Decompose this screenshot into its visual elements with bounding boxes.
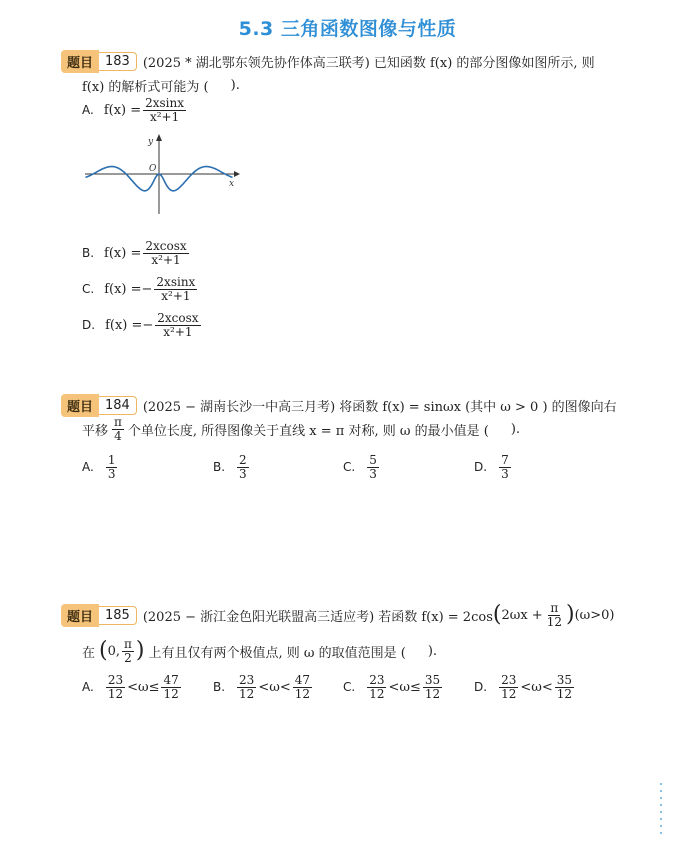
option-fraction — [154, 276, 197, 302]
fraction-denominator: 12 — [163, 686, 179, 701]
fraction-numerator: 5 — [369, 453, 377, 467]
problem-source: (2025 * 湖北鄂东领先协作体高三联考) — [142, 56, 370, 71]
fraction-denominator: 4 — [114, 428, 122, 443]
option-relation: <ω< — [520, 679, 553, 695]
problem-stem: 平移 — [82, 423, 109, 439]
fraction-denominator: x²+1 — [163, 324, 193, 339]
fraction-numerator: 2xcosx — [145, 239, 187, 253]
problem-source: (2025 − 湖南长沙一中高三月考) — [142, 400, 336, 415]
problem-184-option-a[interactable] — [82, 454, 119, 480]
fraction-numerator: 23 — [501, 673, 517, 687]
problem-183-option-a[interactable] — [82, 97, 188, 123]
fraction-denominator: x²+1 — [149, 109, 180, 124]
problem-185-header — [61, 602, 615, 628]
option-relation: <ω≤ — [388, 679, 421, 695]
answer-blank-end: ). — [427, 643, 438, 659]
stem-text: 上有且仅有两个极值点, 则 ω 的取值范围是 ( — [148, 645, 406, 661]
stem-text: 若函数 f(x) = 2cos — [378, 609, 493, 625]
fraction-denominator: 3 — [369, 466, 377, 481]
problem-184-stem-line2 — [82, 416, 520, 442]
fraction-denominator: x²+1 — [161, 288, 191, 303]
problem-stem: 个单位长度, 所得图像关于直线 x = π 对称, 则 ω 的最小值是 ( — [127, 423, 489, 439]
x-axis-label: x — [229, 179, 235, 189]
problem-185-option-a[interactable] — [82, 674, 183, 700]
option-fraction-left — [499, 674, 518, 700]
fraction-numerator: π — [114, 415, 122, 429]
problem-185-option-b[interactable] — [213, 674, 314, 700]
y-axis-arrow — [156, 134, 162, 141]
fraction-denominator: 12 — [424, 686, 441, 701]
stem-text: 在 — [82, 645, 96, 661]
fraction-numerator: 35 — [556, 673, 573, 687]
fraction-numerator: 7 — [501, 453, 509, 467]
fraction-numerator: 23 — [107, 673, 124, 687]
stem-fraction — [545, 602, 564, 628]
option-lhs: f(x) = — [104, 245, 142, 261]
option-sign: − — [142, 317, 154, 333]
answer-blank-end: ). — [230, 78, 240, 93]
fraction-numerator: 23 — [239, 673, 255, 687]
fraction-denominator: 12 — [239, 686, 255, 701]
option-fraction-right — [555, 674, 574, 700]
fraction-numerator: 2xsinx — [145, 96, 185, 110]
fraction-denominator: 12 — [556, 686, 573, 701]
fraction-numerator: 23 — [369, 673, 385, 687]
fraction-denominator: 12 — [294, 686, 310, 701]
option-label: C. — [82, 282, 95, 297]
option-fraction — [143, 97, 186, 123]
problem-184-option-b[interactable] — [213, 454, 251, 480]
option-fraction-left — [367, 674, 386, 700]
fraction-numerator: 47 — [294, 673, 310, 687]
fraction-denominator: 3 — [107, 466, 116, 481]
option-fraction-right — [423, 674, 442, 700]
option-label: A. — [82, 680, 94, 695]
problem-183-option-b[interactable] — [82, 240, 191, 266]
problem-184-option-d[interactable] — [474, 454, 513, 480]
option-fraction — [237, 454, 249, 480]
option-fraction — [367, 454, 379, 480]
problem-stem: 若函数 f(x) = 2cos ( 2ωx + $\frac{\pi}{12}$ ) (ω>0) — [378, 601, 615, 629]
stem-text: (ω>0) — [574, 607, 615, 623]
answer-blank-end: ). — [510, 421, 521, 437]
y-axis-label: y — [148, 137, 154, 147]
option-label: D. — [474, 680, 488, 695]
option-relation: <ω< — [258, 679, 291, 695]
problem-184-header — [61, 394, 617, 417]
problem-number: 184 — [99, 396, 137, 415]
page-edge-dots — [660, 783, 664, 839]
fraction-denominator: 12 — [546, 614, 562, 629]
option-fraction — [143, 240, 188, 266]
problem-tag: 题目 — [61, 394, 99, 417]
problem-number: 185 — [99, 606, 137, 625]
option-fraction-right — [293, 674, 312, 700]
problem-stem: 将函数 f(x) = sinωx (其中 ω > 0 ) 的图像向右 — [339, 400, 617, 415]
problem-183-stem-line2 — [82, 76, 240, 95]
problem-185-option-c[interactable] — [343, 674, 444, 700]
option-lhs: f(x) = — [103, 102, 142, 118]
x-axis-arrow — [234, 171, 240, 177]
option-label: D. — [474, 460, 488, 475]
problem-183-header — [61, 50, 595, 73]
fraction-denominator: 12 — [107, 686, 124, 701]
stem-text: 0, — [107, 643, 121, 659]
fraction-numerator: π — [550, 601, 559, 615]
option-label: B. — [213, 680, 226, 695]
option-fraction-left — [237, 674, 256, 700]
option-label: A. — [82, 103, 94, 118]
option-fraction-right — [161, 674, 180, 700]
option-fraction-left — [106, 674, 125, 700]
problem-stem: f(x) 的解析式可能为 ( — [82, 80, 209, 95]
problem-185-stem-line2: 在 ( 0, $\frac{\pi}{2}$ ) 上有且仅有两个极值点, 则 ω 的取值范围是 ( ). — [82, 637, 438, 665]
fraction-numerator: 2xsinx — [156, 275, 196, 289]
problem-source: (2025 − 浙江金色阳光联盟高三适应考) — [142, 609, 375, 625]
stem-text: 2ωx + — [501, 607, 543, 623]
option-fraction — [106, 454, 118, 480]
fraction-numerator: 2 — [239, 453, 247, 467]
problem-185-option-d[interactable] — [474, 674, 576, 700]
page-title: 5.3 三角函数图像与性质 — [238, 18, 457, 40]
stem-fraction — [112, 416, 124, 442]
option-label: B. — [82, 246, 95, 261]
fraction-numerator: 2xcosx — [157, 311, 199, 325]
option-lhs: f(x) = — [105, 317, 143, 333]
stem-fraction — [122, 638, 134, 664]
option-label: C. — [343, 460, 356, 475]
fraction-numerator: 47 — [163, 673, 179, 687]
option-label: D. — [82, 318, 96, 333]
function-graph — [82, 130, 242, 220]
fraction-denominator: x²+1 — [151, 252, 181, 267]
fraction-numerator: π — [124, 637, 132, 651]
fraction-denominator: 2 — [124, 650, 132, 665]
problem-tag: 题目 — [61, 604, 99, 627]
fraction-numerator: 1 — [107, 453, 116, 467]
option-relation: <ω≤ — [127, 679, 160, 695]
problem-183-option-d[interactable] — [82, 312, 203, 338]
fraction-denominator: 3 — [239, 466, 247, 481]
origin-label: O — [149, 164, 157, 174]
problem-184-option-c[interactable] — [343, 454, 381, 480]
option-label: C. — [343, 680, 356, 695]
option-sign: − — [141, 281, 153, 297]
problem-stem: 已知函数 f(x) 的部分图像如图所示, 则 — [373, 56, 595, 71]
problem-number: 183 — [99, 52, 137, 71]
option-lhs: f(x) = — [104, 281, 142, 297]
fraction-numerator: 35 — [424, 673, 441, 687]
option-fraction — [155, 312, 200, 338]
option-label: A. — [82, 460, 94, 475]
fraction-denominator: 3 — [501, 466, 509, 481]
problem-183-option-c[interactable] — [82, 276, 199, 302]
problem-tag: 题目 — [61, 50, 99, 73]
fraction-denominator: 12 — [369, 686, 385, 701]
option-fraction — [499, 454, 511, 480]
fraction-denominator: 12 — [501, 686, 517, 701]
option-label: B. — [213, 460, 226, 475]
